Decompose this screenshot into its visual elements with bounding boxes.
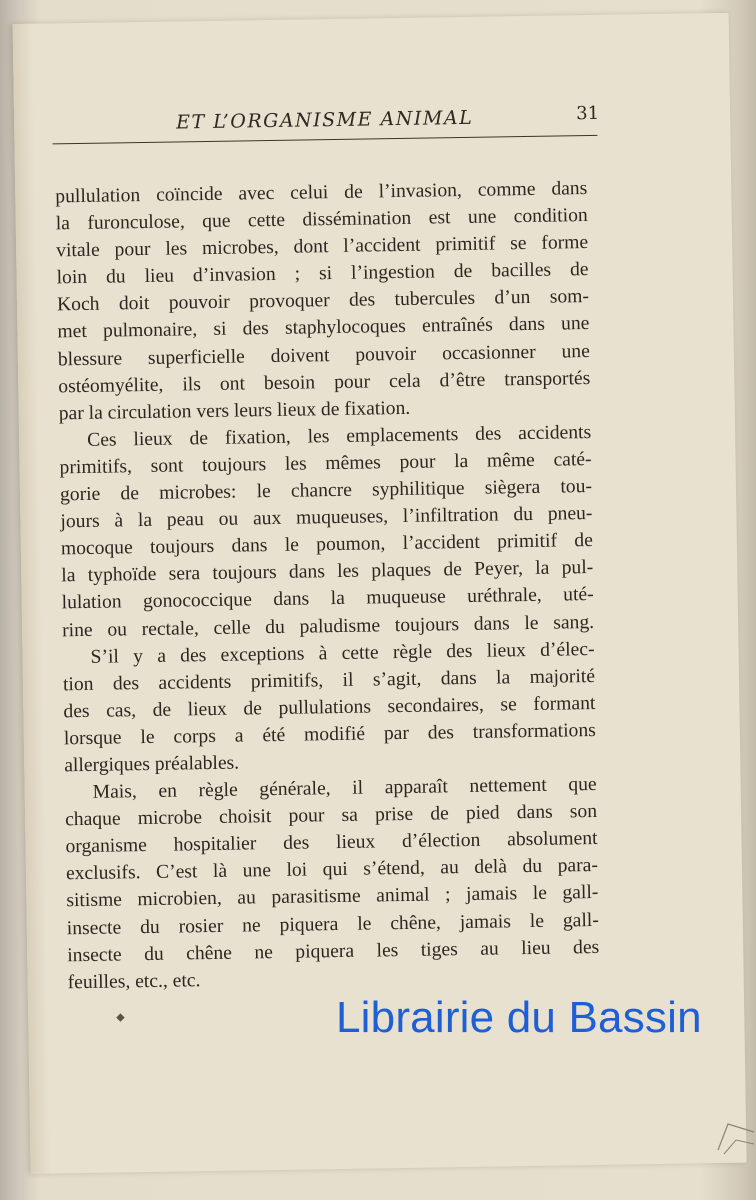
text-line: ostéomyélite, ils ont besoin pour cela d’être transportés — [58, 367, 591, 398]
ornament-dot-icon: ◆ — [116, 1010, 125, 1024]
text-line: rine ou rectale, celle du paludisme toujours dans le sang. — [61, 611, 595, 641]
text-line: insecte du rosier ne piquera le chêne, jamais le gall- — [66, 909, 599, 939]
paragraph-first-line: Ces lieux de fixation, les emplacements des accidents — [87, 421, 592, 451]
text-line: vitale pour les microbes, dont l’accident primitif se forme — [56, 232, 589, 262]
text-line: chaque microbe choisit pour sa prise de pied dans son — [64, 801, 598, 831]
text-line: gorie de microbes: le chancre syphilitique siègera tou- — [59, 476, 593, 506]
text-line: jours à la peau ou aux muqueuses, l’infiltration du pneu- — [60, 503, 593, 533]
page-corner-mark-icon — [714, 1110, 756, 1160]
text-line: sitisme microbien, au parasitisme animal ; jamais le gall- — [66, 882, 599, 912]
text-line: met pulmonaire, si des staphylocoques entraînés dans une — [57, 313, 590, 343]
page-header — [52, 101, 600, 145]
paragraph-first-line: Mais, en règle générale, il apparaît nettement que — [92, 774, 597, 803]
text-line: allergiques préalables. — [64, 752, 240, 777]
text-line: des cas, de lieux de pullulations secondaires, se formant — [63, 692, 596, 723]
text-line: lulation gonococcique dans la muqueuse uréthrale, uté- — [61, 584, 594, 614]
text-line: par la circulation vers leurs lieux de fixation. — [58, 397, 411, 425]
text-line: Koch doit pouvoir provoquer des tubercules d’un som- — [56, 286, 590, 316]
text-line: organisme hospitalier des lieux d’élection absolument — [65, 828, 598, 858]
text-line: loin du lieu d’invasion ; si l’ingestion de bacilles de — [56, 259, 589, 289]
text-line: blessure superficielle doivent pouvoir occasionner une — [57, 340, 590, 370]
text-line: la furonculose, que cette dissémination est une condition — [55, 205, 588, 235]
text-line: exclusifs. C’est là une loi qui s’étend, au delà du para- — [65, 855, 599, 885]
text-line: tion des accidents primitifs, il s’agit, dans la majorité — [62, 665, 596, 696]
text-line: feuilles, etc., etc. — [67, 969, 201, 994]
text-line: insecte du chêne ne piquera les tiges au lieu des — [67, 936, 600, 966]
text-line: la typhoïde sera toujours dans les plaques de Peyer, la pul- — [61, 557, 594, 587]
body-text — [55, 175, 600, 996]
paragraph-first-line: S’il y a des exceptions à cette règle des lieux d’élec- — [90, 638, 595, 668]
text-line: primitifs, sont toujours les mêmes pour la même caté- — [59, 448, 592, 479]
running-title: ET L’ORGANISME ANIMAL — [175, 106, 474, 134]
text-line: mocoque toujours dans le poumon, l’accident primitif de — [60, 530, 593, 560]
watermark-text: Librairie du Bassin — [336, 993, 702, 1042]
text-line: pullulation coïncide avec celui de l’invasion, comme dans — [55, 178, 588, 208]
text-line: lorsque le corps a été modifié par des transformations — [63, 719, 596, 750]
page-number: 31 — [576, 102, 600, 125]
